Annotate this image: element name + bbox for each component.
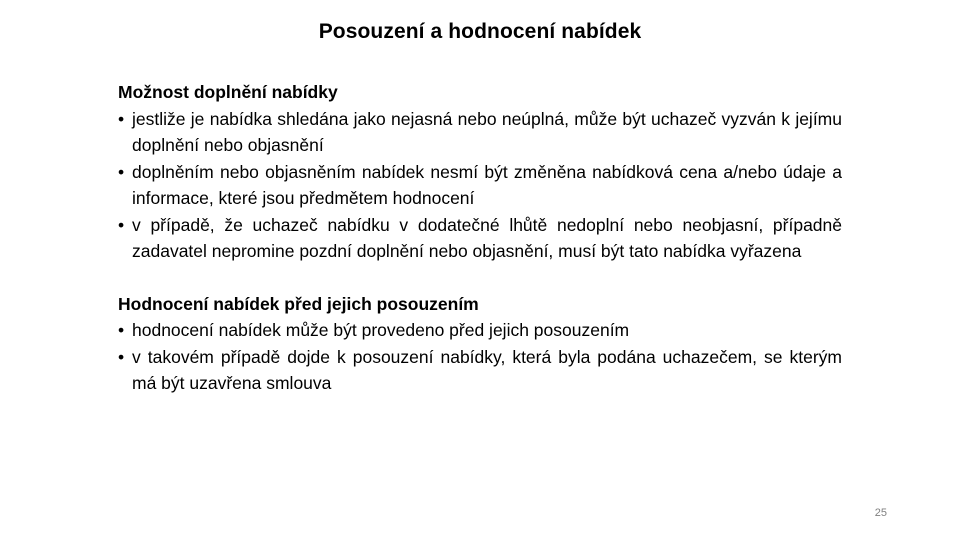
bullet-item [118,344,842,397]
bullet-icon: • [118,161,125,182]
slide-title: Posouzení a hodnocení nabídek [318,20,642,43]
bullet-text: doplněním nebo objasněním nabídek nesmí být změněna nabídková cena a/nebo údaje a informace, které jsou předmětem hodnocení [132,161,842,208]
section-heading: Možnost doplnění nabídky [118,82,338,102]
bullet-icon: • [118,108,125,129]
bullet-item [118,212,842,265]
bullet-list [118,317,842,397]
section-heading: Hodnocení nabídek před jejich posouzením [118,293,479,314]
bullet-item [118,317,842,344]
bullet-text: hodnocení nabídek může být provedeno před jejich posouzením [132,320,630,340]
bullet-item [118,106,842,159]
bullet-list [118,106,842,265]
page-number: 25 [874,507,887,519]
bullet-text: jestliže je nabídka shledána jako nejasná nebo neúplná, může být uchazeč vyzván k jejímu doplnění nebo objasnění [132,108,842,155]
section-evaluation [118,291,842,397]
bullet-icon: • [118,320,125,340]
bullet-text: v případě, že uchazeč nabídku v dodatečné lhůtě nedoplní nebo neobjasní, případně zadavatel nepromine pozdní doplnění nebo objasnění, musí být tato nabídka vyřazena [132,214,842,261]
bullet-icon: • [118,346,125,367]
section-supplement [118,79,842,265]
bullet-text: v takovém případě dojde k posouzení nabídky, která byla podána uchazečem, se kterým má být uzavřena smlouva [132,346,842,393]
bullet-item [118,159,842,212]
slide-content [118,79,842,397]
bullet-icon: • [118,214,125,235]
section-spacer [118,265,842,291]
